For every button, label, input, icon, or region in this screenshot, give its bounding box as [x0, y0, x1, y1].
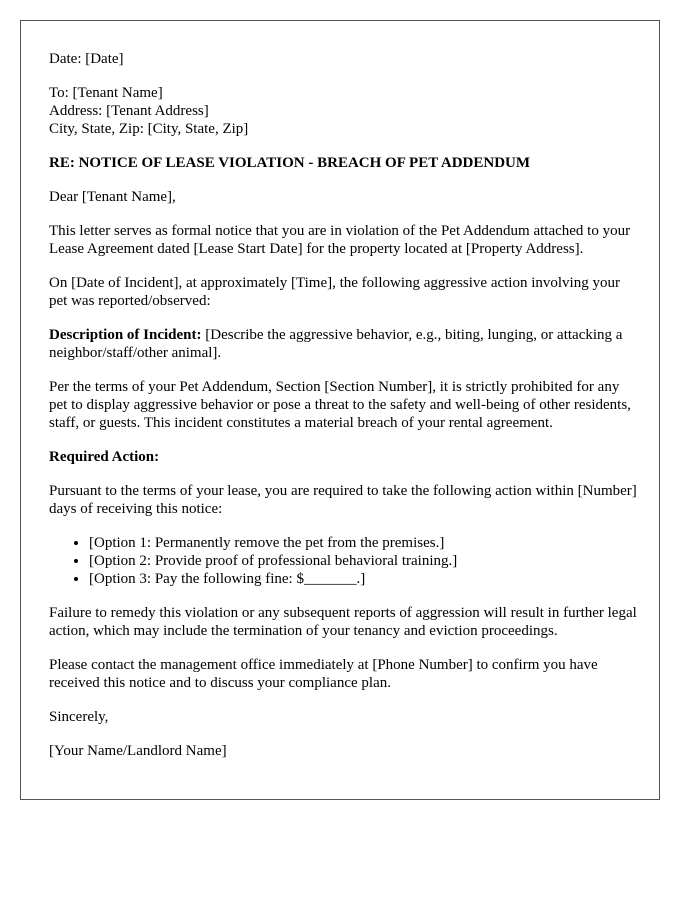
recipient-city-state-zip: City, State, Zip: [City, State, Zip] — [49, 121, 249, 137]
recipient-address: Address: [Tenant Address] — [49, 103, 209, 119]
letter-body — [49, 50, 639, 776]
incident-description-paragraph — [49, 326, 639, 362]
required-action-heading: Required Action: — [49, 449, 160, 465]
notice-paragraph: This letter serves as formal notice that you are in violation of the Pet Addendum attached to your Lease Agreement dated [Lease Start Date] for the property located at [Property Address]. — [49, 223, 631, 257]
options-list — [49, 534, 639, 588]
option-item: • [Option 2: Provide proof of professional behavioral training.] — [89, 552, 639, 570]
contact-paragraph: Please contact the management office immediately at [Phone Number] to confirm you have received this notice and to discuss your compliance plan. — [49, 657, 598, 691]
failure-paragraph: Failure to remedy this violation or any subsequent reports of aggression will result in further legal action, which may include the termination of your tenancy and eviction proceedings. — [49, 605, 637, 639]
incident-description-label: Description of Incident: — [49, 327, 202, 343]
pursuant-paragraph: Pursuant to the terms of your lease, you are required to take the following action within [Number] days of receiving this notice: — [49, 483, 637, 517]
incident-description-text: [Describe the aggressive behavior, e.g., biting, lunging, or attacking a neighbor/staff/other animal]. — [49, 327, 623, 361]
closing: Sincerely, — [49, 709, 109, 725]
subject-line: RE: NOTICE OF LEASE VIOLATION - BREACH OF PET ADDENDUM — [49, 155, 531, 171]
terms-paragraph: Per the terms of your Pet Addendum, Section [Section Number], it is strictly prohibited for any pet to display aggressive behavior or pose a threat to the safety and well-being of other residents, staff, or guests. This incident constitutes a material breach of your rental agreement. — [49, 379, 631, 431]
recipient-block — [49, 84, 639, 138]
option-item: • [Option 3: Pay the following fine: $_______.] — [89, 570, 639, 588]
letter-page — [20, 20, 660, 800]
date-line: Date: [Date] — [49, 51, 124, 67]
recipient-name: To: [Tenant Name] — [49, 85, 163, 101]
salutation: Dear [Tenant Name], — [49, 189, 176, 205]
option-item: • [Option 1: Permanently remove the pet from the premises.] — [89, 534, 639, 552]
incident-intro-paragraph: On [Date of Incident], at approximately [Time], the following aggressive action involving your pet was reported/observed: — [49, 275, 620, 309]
signature: [Your Name/Landlord Name] — [49, 743, 227, 759]
